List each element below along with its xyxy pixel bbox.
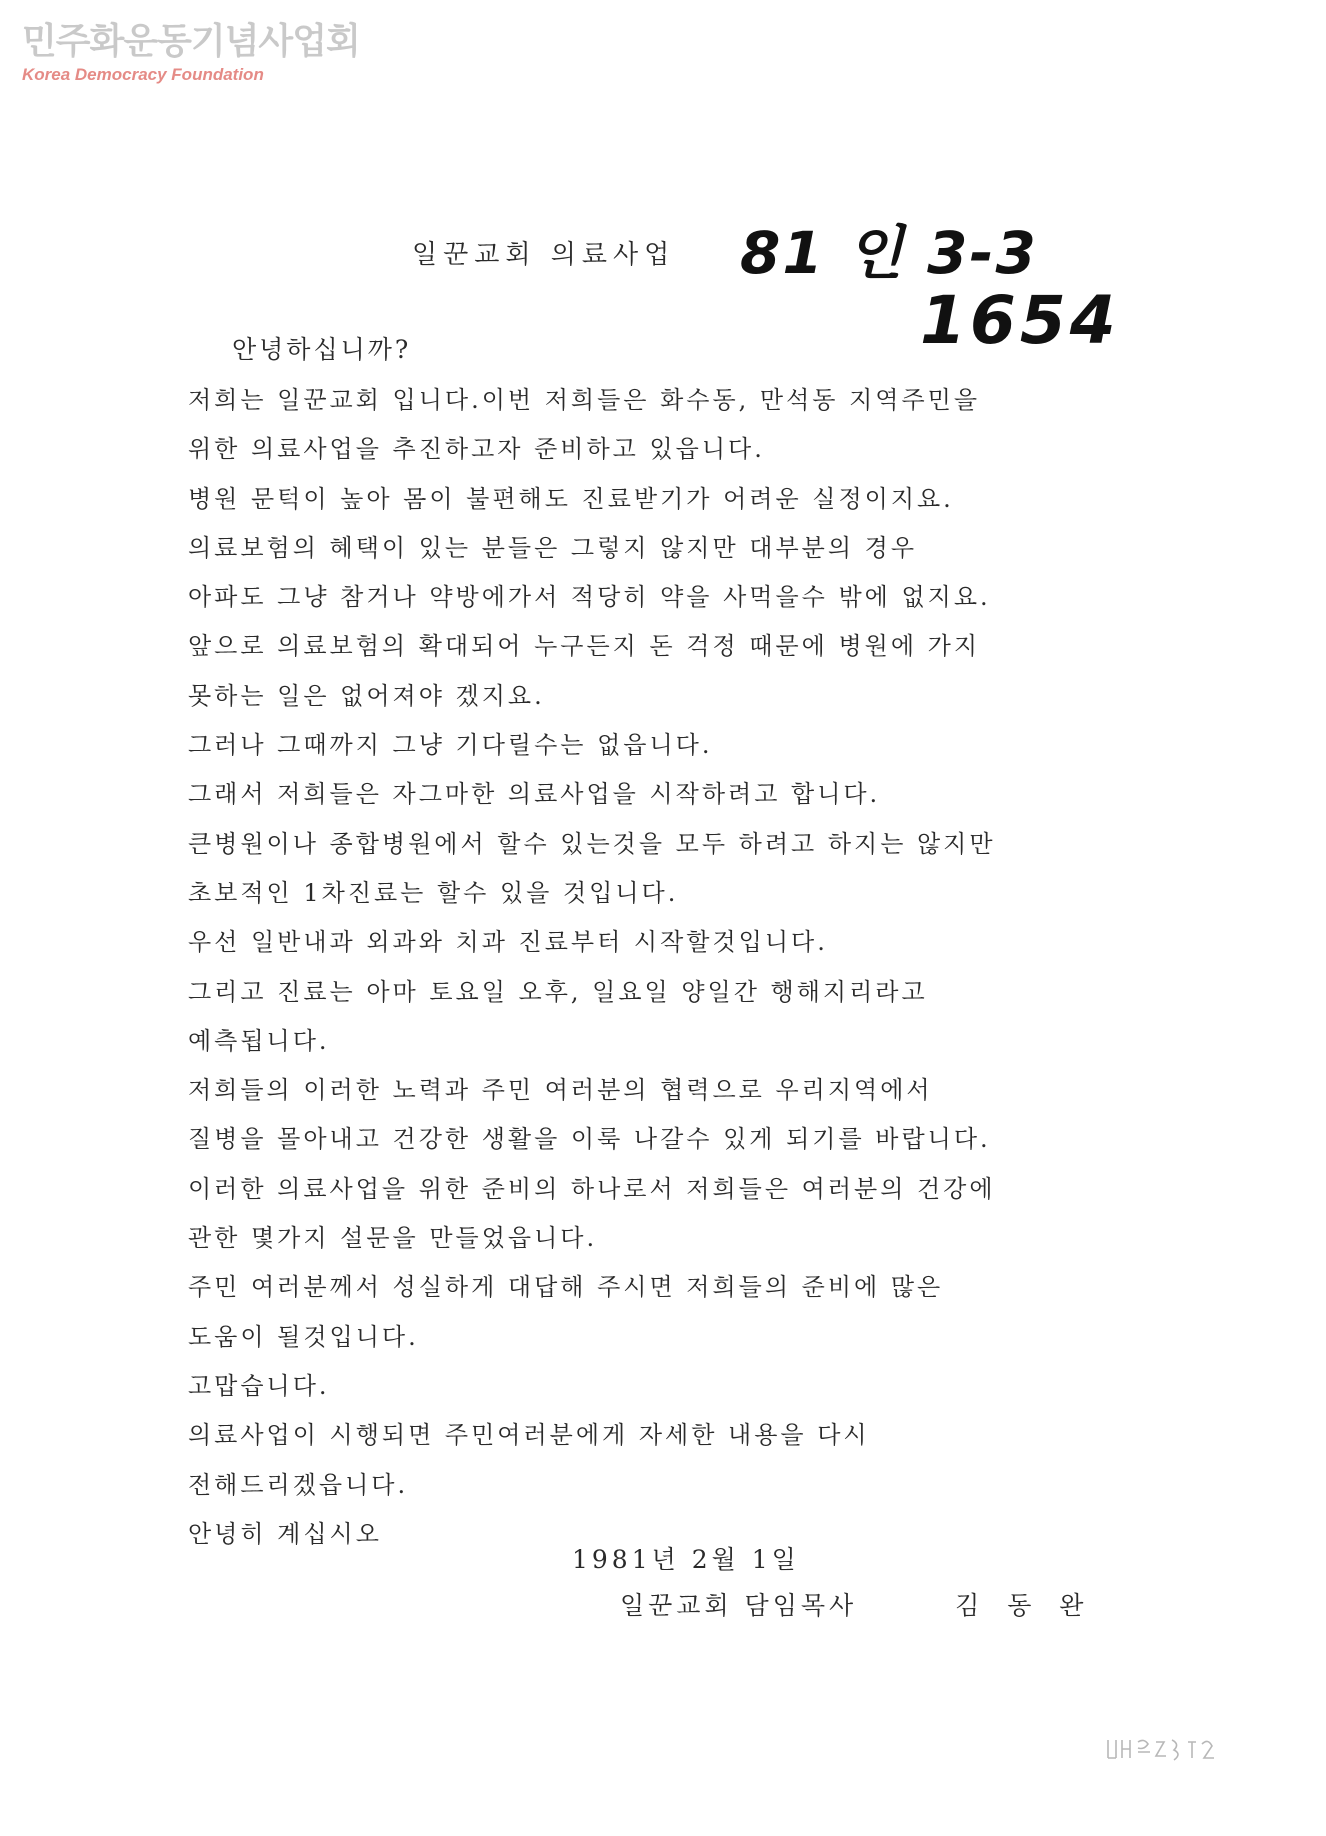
body-line: 아파도 그냥 참거나 약방에가서 적당히 약을 사먹을수 밖에 없지요.	[188, 583, 991, 612]
body-line: 의료사업이 시행되면 주민여러분에게 자세한 내용을 다시	[188, 1421, 870, 1450]
body-line: 초보적인 1차진료는 할수 있을 것입니다.	[188, 878, 679, 907]
body-line: 그러나 그때까지 그냥 기다릴수는 없읍니다.	[188, 731, 713, 760]
body-line: 큰병원이나 종합병원에서 할수 있는것을 모두 하려고 하지는 않지만	[188, 829, 996, 858]
letter-date: 1981년 2월 1일	[572, 1545, 800, 1574]
document-title: 일꾼교회 의료사업	[412, 240, 676, 270]
signature-role: 일꾼교회 담임목사	[620, 1591, 858, 1620]
letter-body	[188, 376, 1148, 1559]
body-line: 저희들의 이러한 노력과 주민 여러분의 협력으로 우리지역에서	[188, 1076, 933, 1105]
greeting-line: 안녕하십니까?	[232, 335, 412, 364]
body-line: 질병을 몰아내고 건강한 생활을 이룩 나갈수 있게 되기를 바랍니다.	[188, 1125, 991, 1154]
body-line: 전해드리겠읍니다.	[188, 1470, 409, 1499]
body-line: 못하는 일은 없어져야 겠지요.	[188, 681, 545, 710]
body-line: 주민 여러분께서 성실하게 대답해 주시면 저희들의 준비에 많은	[188, 1273, 944, 1302]
handwritten-archive-number: 1654	[920, 282, 1120, 359]
watermark-korean-logo: 민주화운동기념사업회	[22, 21, 360, 62]
body-line: 도움이 될것입니다.	[188, 1322, 419, 1351]
signature-name: 김 동 완	[955, 1591, 1094, 1620]
body-line: 그리고 진료는 아마 토요일 오후, 일요일 양일간 행해지리라고	[188, 977, 928, 1006]
body-line: 관한 몇가지 설문을 만들었읍니다.	[188, 1224, 598, 1253]
body-line: 그래서 저희들은 자그마한 의료사업을 시작하려고 합니다.	[188, 780, 881, 809]
body-line: 의료보험의 혜택이 있는 분들은 그렇지 않지만 대부분의 경우	[188, 533, 918, 562]
body-line: 앞으로 의료보험의 확대되어 누구든지 돈 걱정 때문에 병원에 가지	[188, 632, 980, 661]
body-line: 병원 문턱이 높아 몸이 불편해도 진료받기가 어려운 실정이지요.	[188, 484, 954, 513]
body-line: 위한 의료사업을 추진하고자 준비하고 있읍니다.	[188, 435, 765, 464]
watermark-english-logo: Korea Democracy Foundation	[22, 65, 264, 84]
handwritten-archive-code: 81 인 3-3	[740, 219, 1038, 287]
body-line: 고맙습니다.	[188, 1371, 330, 1400]
faint-archive-stamp	[1104, 1732, 1224, 1766]
body-line: 안녕히 계십시오	[188, 1519, 382, 1548]
body-line: 우선 일반내과 외과와 치과 진료부터 시작할것입니다.	[188, 928, 828, 957]
body-line: 예측됩니다.	[188, 1026, 330, 1055]
signature-block	[620, 1586, 1093, 1622]
body-line: 저희는 일꾼교회 입니다.이번 저희들은 화수동, 만석동 지역주민을	[188, 386, 980, 414]
foundation-watermark	[22, 22, 360, 86]
body-line: 이러한 의료사업을 위한 준비의 하나로서 저희들은 여러분의 건강에	[188, 1174, 996, 1203]
